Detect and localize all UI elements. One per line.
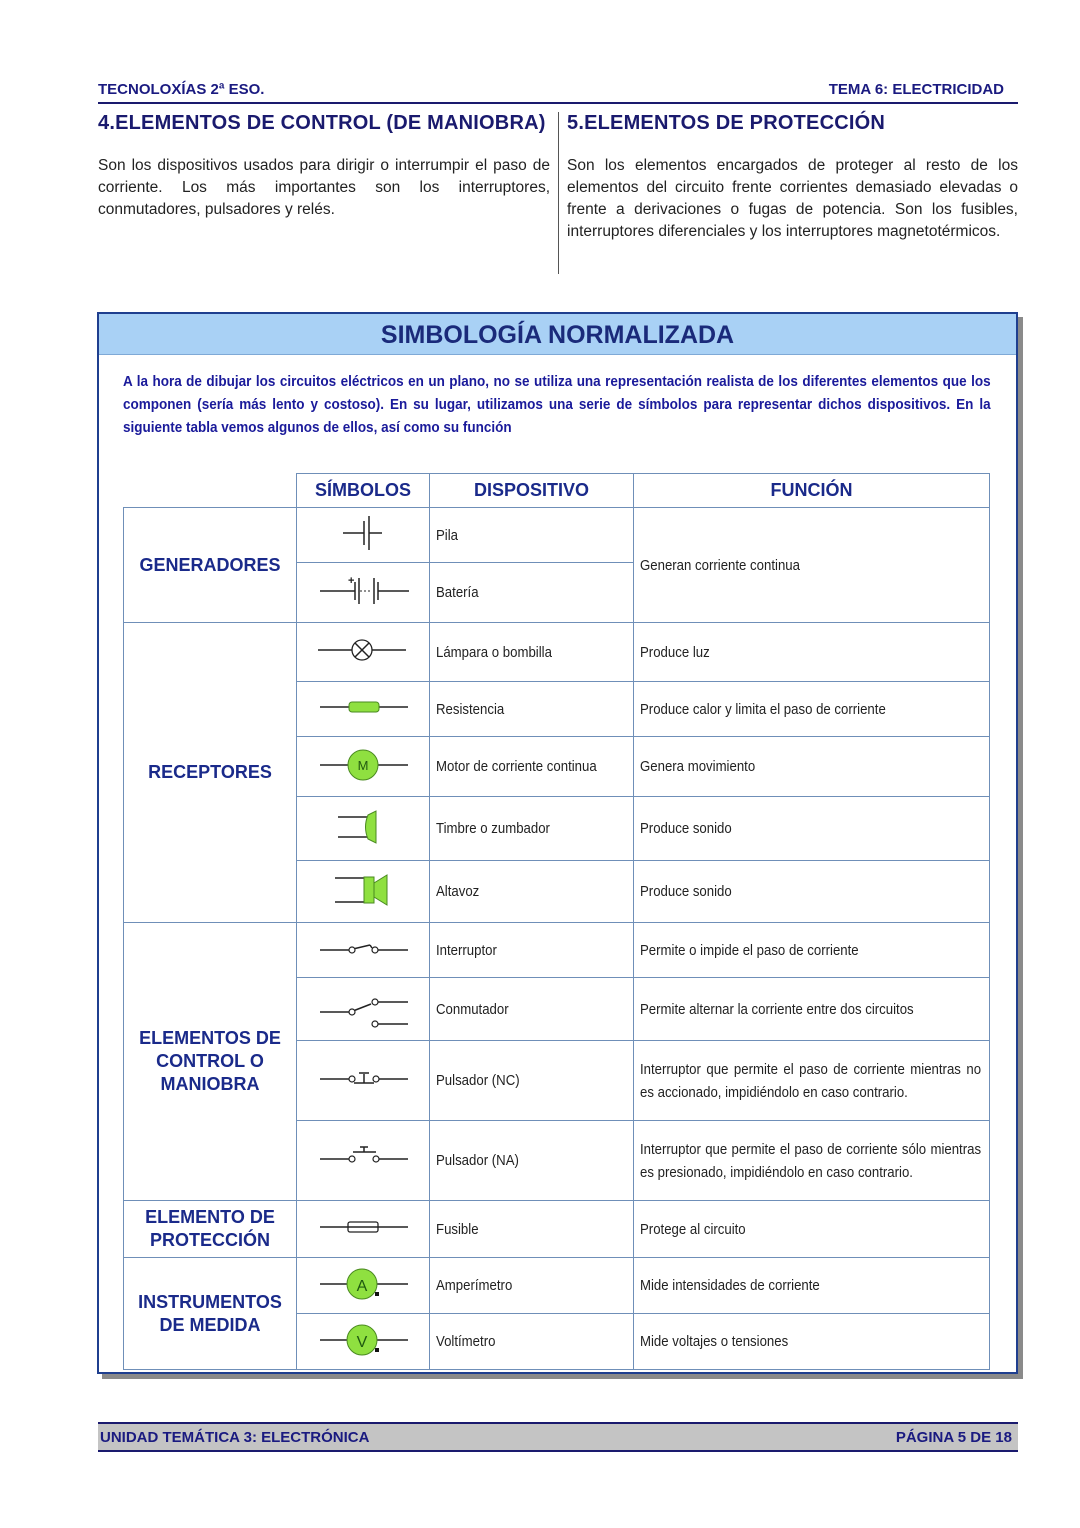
symbol-cell xyxy=(297,682,430,737)
svg-text:M: M xyxy=(357,757,369,773)
svg-text:V: V xyxy=(356,1333,368,1351)
function-text: Produce luz xyxy=(640,643,710,661)
symbol-cell xyxy=(297,1041,430,1121)
symbol-cell xyxy=(297,1258,430,1314)
function-text: Interruptor que permite el paso de corriente sólo mientras es presionado, impidiéndolo en caso contrario. xyxy=(640,1140,982,1181)
device-name: Pulsador (NA) xyxy=(436,1152,519,1169)
device-name: Fusible xyxy=(436,1220,479,1238)
function-cell xyxy=(634,1201,990,1258)
device-name: Amperímetro xyxy=(436,1277,513,1294)
section-text: Son los elementos encargados de proteger al resto de los elementos del circuito frente corrientes demasiado elevadas o frente a derivaciones o fugas de potencia. Son los fusibles, interruptores diferenciales y los interruptores magnetotérmicos. xyxy=(567,157,1018,240)
svg-text:+: + xyxy=(348,574,355,587)
device-name: Conmutador xyxy=(436,1000,509,1018)
device-name: Altavoz xyxy=(436,883,480,900)
pushbutton-nc-symbol-icon xyxy=(298,1054,428,1104)
footer-right: PÁGINA 5 DE 18 xyxy=(895,1429,1012,1446)
table-row xyxy=(124,923,990,978)
box-intro: A la hora de dibujar los circuitos eléctricos en un plano, no se utiliza una representación realista de los diferentes elementos que los componen (sería más lento y costoso). En su lugar, utilizamos una serie de símbolos para representar dichos dispositivos. En la siguiente tabla vemos algunos de ellos, así como su función xyxy=(123,373,991,436)
function-cell xyxy=(634,923,990,978)
symbol-cell xyxy=(297,1201,430,1258)
device-cell xyxy=(430,978,634,1041)
voltmeter-symbol-icon xyxy=(298,1315,428,1365)
header-right: TEMA 6: ELECTRICIDAD xyxy=(828,81,1004,98)
device-cell xyxy=(430,1314,634,1370)
buzzer-symbol-icon xyxy=(298,802,428,852)
table-row xyxy=(124,1201,990,1258)
function-cell xyxy=(634,623,990,682)
category-cell: ELEMENTOS DE CONTROL O MANIOBRA xyxy=(124,923,297,1201)
section-title: 5.ELEMENTOS DE PROTECCIÓN xyxy=(567,112,886,134)
category-cell: RECEPTORES xyxy=(124,623,297,923)
section-text: Son los dispositivos usados para dirigir o interrumpir el paso de corriente. Los más importantes son los interruptores, conmutadores, pulsadores y relés. xyxy=(98,157,550,218)
function-cell xyxy=(634,1314,990,1370)
symbol-cell xyxy=(297,1314,430,1370)
ammeter-symbol-icon xyxy=(298,1259,428,1309)
page-header xyxy=(98,78,1018,104)
device-cell xyxy=(430,1041,634,1121)
cell-symbol-icon xyxy=(298,508,428,558)
device-name: Lámpara o bombilla xyxy=(436,643,552,661)
footer-left: UNIDAD TEMÁTICA 3: ELECTRÓNICA xyxy=(100,1429,370,1446)
pushbutton-no-symbol-icon xyxy=(298,1134,428,1184)
section-protection xyxy=(567,112,1018,243)
symbol-cell xyxy=(297,978,430,1041)
function-text: Protege al circuito xyxy=(640,1220,746,1238)
symbol-cell xyxy=(297,623,430,682)
table-row xyxy=(124,1258,990,1314)
device-cell xyxy=(430,797,634,861)
device-name: Interruptor xyxy=(436,941,497,959)
function-cell xyxy=(634,797,990,861)
symbol-cell xyxy=(297,508,430,563)
symbol-cell xyxy=(297,923,430,978)
device-cell xyxy=(430,682,634,737)
function-text: Interruptor que permite el paso de corriente mientras no es accionado, impidiéndolo en caso contrario. xyxy=(640,1060,982,1101)
symbol-cell xyxy=(297,797,430,861)
device-name: Pila xyxy=(436,526,459,544)
category-cell: GENERADORES xyxy=(124,508,297,623)
function-cell xyxy=(634,682,990,737)
function-text: Genera movimiento xyxy=(640,758,756,775)
function-text: Permite alternar la corriente entre dos circuitos xyxy=(640,1000,914,1018)
device-cell xyxy=(430,1258,634,1314)
switch-symbol-icon xyxy=(298,923,428,973)
device-name: Motor de corriente continua xyxy=(436,758,597,775)
fuse-symbol-icon xyxy=(298,1202,428,1252)
table-row xyxy=(124,623,990,682)
function-text: Produce calor y limita el paso de corriente xyxy=(640,700,886,718)
device-cell xyxy=(430,861,634,923)
column-header-symbols: SÍMBOLOS xyxy=(297,474,430,508)
section-control xyxy=(98,112,550,221)
box-title: SIMBOLOGÍA NORMALIZADA xyxy=(99,314,1016,355)
section-title: 4.ELEMENTOS DE CONTROL (DE MANIOBRA) xyxy=(98,112,546,134)
symbology-box xyxy=(97,312,1018,1374)
svg-text:A: A xyxy=(356,1277,368,1295)
symbol-cell xyxy=(297,1121,430,1201)
function-text: Generan corriente continua xyxy=(640,556,800,574)
function-cell xyxy=(634,508,990,623)
function-cell xyxy=(634,861,990,923)
device-name: Voltímetro xyxy=(436,1333,496,1350)
column-header-function: FUNCIÓN xyxy=(634,474,990,508)
column-divider xyxy=(558,112,559,274)
symbol-cell xyxy=(297,737,430,797)
symbol-table xyxy=(123,473,990,1370)
function-text: Permite o impide el paso de corriente xyxy=(640,941,859,959)
symbol-cell xyxy=(297,563,430,623)
page-footer xyxy=(98,1422,1018,1452)
function-text: Mide voltajes o tensiones xyxy=(640,1333,789,1350)
function-text: Mide intensidades de corriente xyxy=(640,1277,820,1294)
function-cell xyxy=(634,737,990,797)
category-cell: INSTRUMENTOS DE MEDIDA xyxy=(124,1258,297,1370)
header-left: TECNOLOXÍAS 2ª ESO. xyxy=(98,81,265,98)
symbol-cell xyxy=(297,861,430,923)
resistor-symbol-icon xyxy=(298,682,428,732)
changeover-switch-symbol-icon xyxy=(298,982,428,1032)
function-cell xyxy=(634,1121,990,1201)
category-cell: ELEMENTO DE PROTECCIÓN xyxy=(124,1201,297,1258)
function-text: Produce sonido xyxy=(640,883,732,900)
device-name: Timbre o zumbador xyxy=(436,820,550,837)
device-cell xyxy=(430,623,634,682)
speaker-symbol-icon xyxy=(298,865,428,915)
device-cell xyxy=(430,1121,634,1201)
device-cell xyxy=(430,923,634,978)
function-cell xyxy=(634,1258,990,1314)
device-cell xyxy=(430,737,634,797)
blank-header xyxy=(124,474,297,508)
device-cell xyxy=(430,508,634,563)
function-text: Produce sonido xyxy=(640,820,732,837)
device-cell xyxy=(430,563,634,623)
device-name: Pulsador (NC) xyxy=(436,1072,520,1089)
device-name: Batería xyxy=(436,584,479,601)
function-cell xyxy=(634,978,990,1041)
table-row xyxy=(124,508,990,563)
battery-symbol-icon xyxy=(298,566,428,616)
device-name: Resistencia xyxy=(436,700,505,718)
device-cell xyxy=(430,1201,634,1258)
column-header-device: DISPOSITIVO xyxy=(430,474,634,508)
motor-symbol-icon xyxy=(298,740,428,790)
function-cell xyxy=(634,1041,990,1121)
lamp-symbol-icon xyxy=(298,625,428,675)
